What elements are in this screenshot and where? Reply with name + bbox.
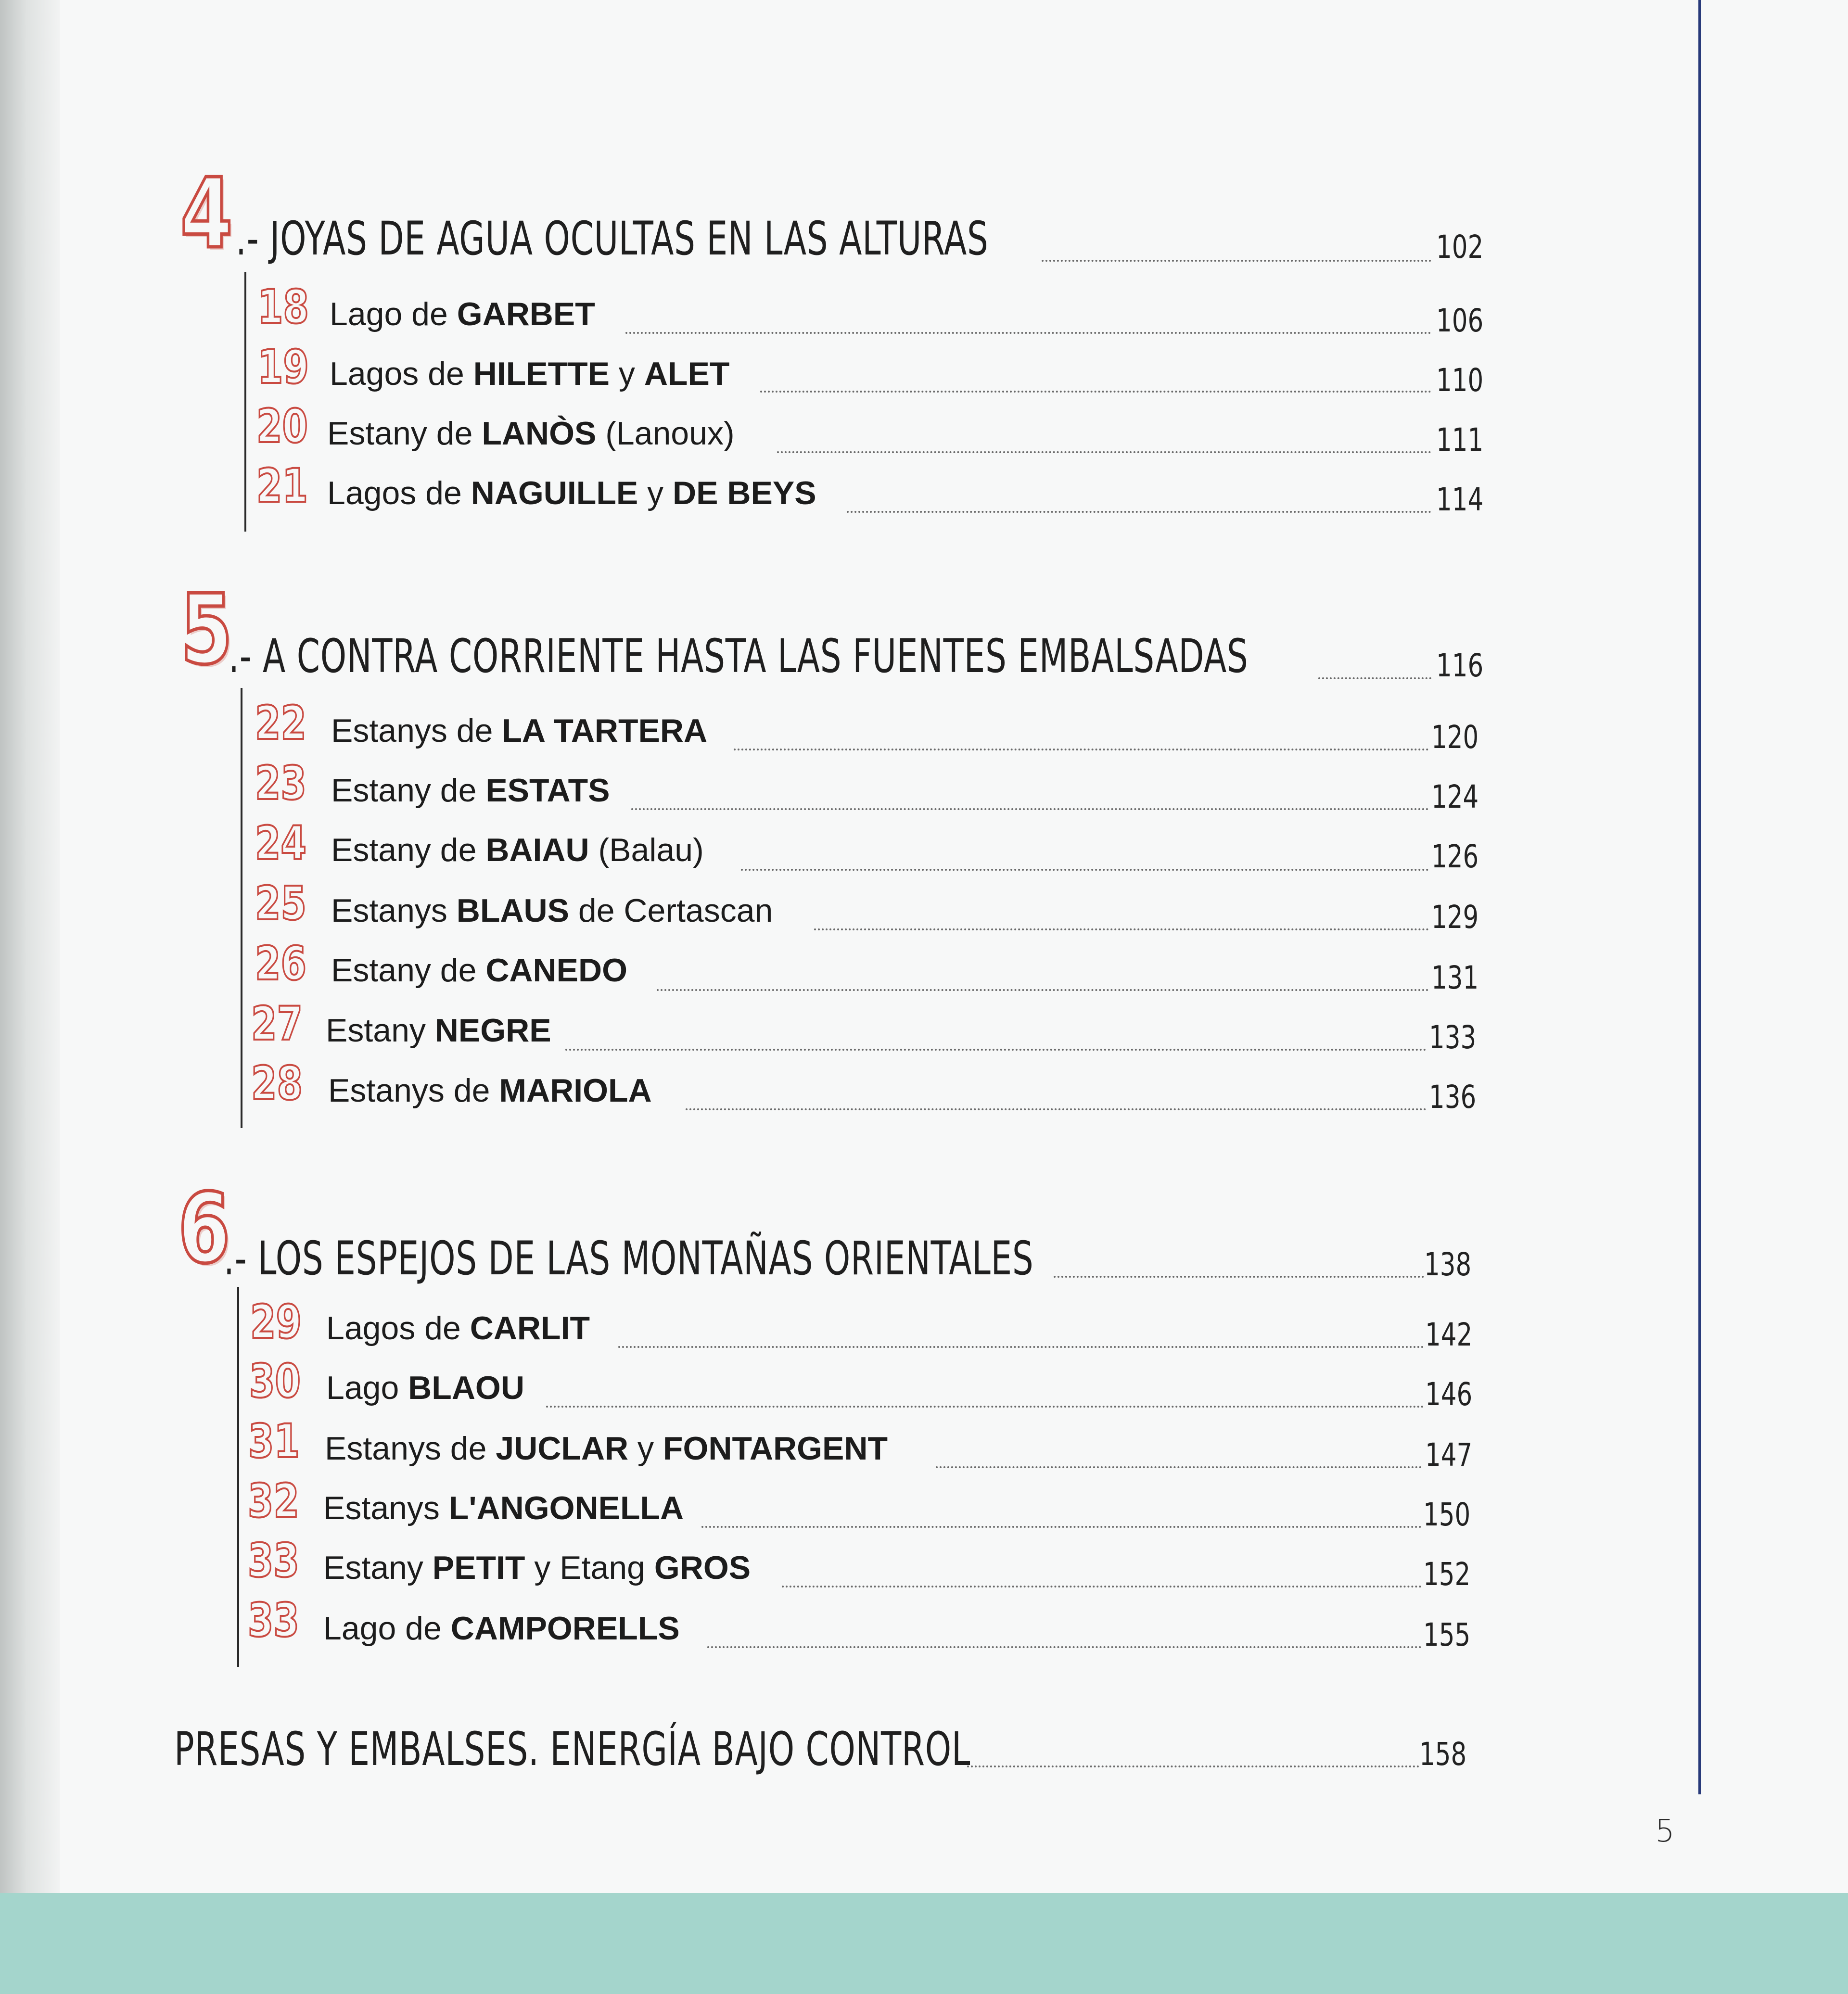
entry-number: 31 (248, 1414, 300, 1468)
entry-page: 136 (1429, 1079, 1477, 1116)
entry-page: 147 (1425, 1436, 1473, 1473)
leader-dots (701, 1526, 1422, 1528)
footer-band (0, 1893, 1848, 1994)
section-title: .- LOS ESPEJOS DE LAS MONTAÑAS ORIENTALES (224, 1232, 1034, 1285)
entry-title: Lagos de HILETTE y ALET (330, 356, 730, 392)
leader-dots (546, 1406, 1424, 1408)
section-title: .- JOYAS DE AGUA OCULTAS EN LAS ALTURAS (236, 212, 989, 266)
section-bracket (237, 1287, 239, 1667)
leader-dots (734, 749, 1429, 750)
entry-page: 114 (1436, 481, 1484, 518)
entry-title: Lago de CAMPORELLS (323, 1610, 680, 1647)
entry-title: Estanys BLAUS de Certascan (331, 892, 773, 929)
entry-title: Lago BLAOU (326, 1370, 524, 1406)
leader-dots (707, 1646, 1422, 1648)
entry-title: Estany PETIT y Etang GROS (323, 1549, 751, 1586)
final-entry-page: 158 (1419, 1736, 1467, 1773)
entry-number: 24 (255, 816, 306, 870)
section-page: 116 (1436, 647, 1484, 684)
section-title: .- A CONTRA CORRIENTE HASTA LAS FUENTES EMBALSADAS (229, 629, 1249, 683)
entry-page: 152 (1423, 1556, 1471, 1593)
entry-title: Estany NEGRE (326, 1012, 551, 1049)
section-bracket (244, 272, 246, 532)
final-entry-title: PRESAS Y EMBALSES. ENERGÍA BAJO CONTROL (174, 1722, 971, 1776)
entry-number: 21 (256, 459, 308, 513)
entry-number: 32 (248, 1474, 299, 1528)
leader-dots (936, 1466, 1422, 1468)
leader-dots (777, 451, 1431, 453)
entry-title: Estanys L'ANGONELLA (323, 1490, 684, 1526)
entry-page: 150 (1423, 1496, 1471, 1533)
page-number: 5 (1655, 1814, 1675, 1849)
leader-dots (847, 511, 1431, 513)
book-spine-shadow (0, 0, 60, 1994)
leader-dots (631, 808, 1429, 810)
section-number: 6 (178, 1173, 230, 1285)
entry-number: 28 (251, 1056, 303, 1110)
entry-title: Estanys de JUCLAR y FONTARGENT (325, 1430, 888, 1467)
entry-page: 120 (1431, 719, 1479, 756)
section-page: 138 (1424, 1246, 1472, 1283)
entry-page: 111 (1436, 421, 1484, 458)
leader-dots (1318, 677, 1431, 679)
entry-number: 30 (249, 1354, 301, 1408)
entry-number: 25 (255, 876, 306, 930)
leader-dots (657, 989, 1429, 991)
entry-title: Lagos de NAGUILLE y DE BEYS (327, 475, 816, 511)
entry-page: 146 (1425, 1376, 1473, 1413)
entry-number: 26 (255, 937, 306, 991)
entry-title: Estany de CANEDO (331, 952, 627, 989)
leader-dots (741, 869, 1429, 871)
entry-page: 110 (1436, 362, 1484, 399)
entry-number: 29 (250, 1295, 302, 1349)
section-number: 5 (180, 574, 233, 686)
entry-title: Estany de LANÒS (Lanoux) (327, 415, 735, 452)
entry-number: 22 (255, 696, 306, 750)
entry-title: Lago de GARBET (330, 296, 595, 332)
leader-dots (686, 1108, 1427, 1110)
section-bracket (241, 688, 242, 1128)
leader-dots (967, 1765, 1419, 1767)
entry-number: 33 (248, 1593, 299, 1647)
entry-number: 27 (251, 997, 303, 1051)
entry-page: 124 (1431, 778, 1479, 815)
entry-page: 129 (1431, 899, 1479, 936)
section-number: 4 (180, 158, 233, 270)
leader-dots (814, 928, 1429, 930)
entry-title: Estanys de LA TARTERA (331, 712, 708, 749)
entry-number: 18 (257, 280, 309, 334)
leader-dots (618, 1346, 1424, 1348)
entry-page: 133 (1429, 1019, 1477, 1056)
section-page: 102 (1436, 229, 1484, 266)
entry-number: 19 (257, 340, 309, 394)
entry-page: 131 (1431, 959, 1479, 996)
entry-page: 155 (1423, 1616, 1471, 1653)
vertical-rule (1698, 0, 1701, 1794)
leader-dots (1054, 1276, 1424, 1278)
entry-title: Estany de BAIAU (Balau) (331, 832, 704, 868)
entry-title: Lagos de CARLIT (326, 1310, 590, 1346)
leader-dots (782, 1586, 1422, 1588)
leader-dots (565, 1049, 1427, 1051)
entry-page: 142 (1425, 1316, 1473, 1353)
entry-number: 23 (255, 756, 306, 810)
leader-dots (760, 391, 1431, 393)
entry-page: 126 (1431, 838, 1479, 875)
leader-dots (625, 332, 1431, 334)
entry-title: Estany de ESTATS (331, 772, 610, 809)
entry-number: 20 (256, 399, 308, 453)
entry-title: Estanys de MARIOLA (328, 1072, 652, 1109)
leader-dots (1042, 260, 1431, 262)
entry-number: 33 (248, 1534, 299, 1588)
entry-page: 106 (1436, 302, 1484, 339)
